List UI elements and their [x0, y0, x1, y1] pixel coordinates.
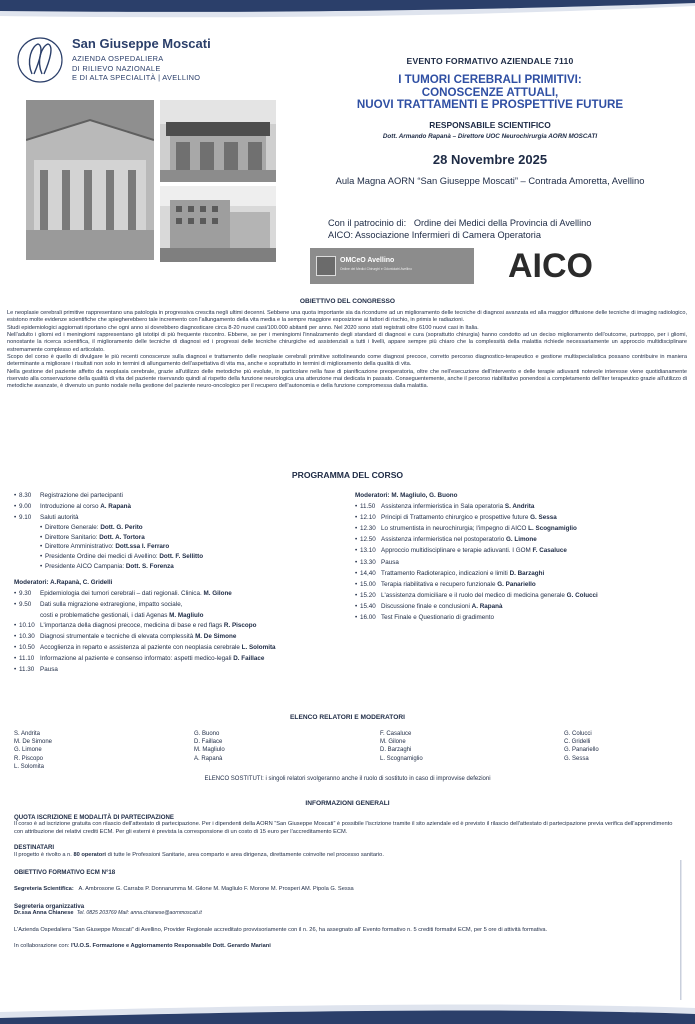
moderators-left: Moderatori: A.Rapanà, C. Gridelli: [14, 579, 113, 587]
fee-text: Il corso è ad iscrizione gratuita con rilascio dell'attestato di partecipazione. Per i dipendenti della AORN “San Giuseppe Moscati” è possibile l'iscrizione tramite il sito aziendale ed è previsto il rilascio dell'attestato di partecipazione previa verifica dell'apprendimento con attribuzione dei relativi crediti ECM. Per gli esterni è prevista la corresponsione di un costo di 15 euro per l'accreditamento ECM.: [14, 821, 673, 835]
greeting-item: • Direttore Generale: Dott. G. Perito: [40, 524, 143, 532]
collaboration-text: In collaborazione con: l'U.O.S. Formazione e Aggiornamento Responsabile Dott. Gerardo Mariani: [14, 943, 271, 950]
provider-text: L'Azienda Ospedaliera “San Giuseppe Moscati” di Avellino, Provider Regionale accreditato provvisoriamente con il n. 26, ha assegnato all' Evento formativo n. 5 crediti formativi ECM, per 5 ore di attività formativa.: [14, 926, 548, 933]
event-header: [290, 56, 690, 186]
organizing-secretariat-label: Segreteria organizzativa: [14, 902, 85, 910]
program-item: • 15.20 L'assistenza domiciliare e il ruolo del medico di medicina generale G. Colucci: [355, 591, 598, 599]
omceo-emblem-icon: [316, 256, 336, 276]
ecm-objective: OBIETTIVO FORMATIVO ECM N°18: [14, 869, 116, 877]
program-item: • 12.10 Principi di Trattamento chirurgico e prospettive future G. Sessa: [355, 514, 557, 522]
program-item: • 11.50 Assistenza infermieristica in Sala operatoria S. Andrita: [355, 503, 535, 511]
speakers-column-2: G. Buono D. Faillace M. Magliulo A. Rapanà: [194, 731, 225, 762]
program-item: • 9.30 Epidemiologia dei tumori cerebrali – dati regionali. Clinica. M. Gilone: [14, 590, 232, 598]
program-item: • 9.00 Introduzione al corso A. Rapanà: [14, 503, 132, 511]
top-wave-band: [0, 0, 695, 24]
greeting-item: • Presidente AICO Campania: Dott. S. Forenza: [40, 562, 174, 570]
program-item: • 10.30 Diagnosi strumentale e tecniche di elevata complessità M. De Simone: [14, 633, 237, 641]
general-info-heading: INFORMAZIONI GENERALI: [305, 800, 390, 807]
greeting-item: • Direttore Sanitario: Dott. A. Tortora: [40, 533, 145, 541]
event-title-line-3: NUOVI TRATTAMENTI E PROSPETTIVE FUTURE: [356, 98, 624, 112]
program-right-column: [355, 490, 685, 623]
program-item: • 16.00 Test Finale e Questionario di gradimento: [355, 614, 495, 622]
organizing-secretariat: Dr.ssa Anna Chianese Tel. 0825 203769 Mail: anna.chianese@aornmoscati.it: [14, 910, 202, 917]
event-venue: Aula Magna AORN “San Giuseppe Moscati” – Contrada Amoretta, Avellino: [335, 174, 645, 186]
patronage-block: [328, 217, 678, 241]
patronage-aico: AICO: Associazione Infermieri di Camera Operatoria: [328, 230, 541, 240]
substitutes-note: ELENCO SOSTITUTI: i singoli relatori svolgeranno anche il ruolo di sostituto in caso di improvvise defezioni: [204, 776, 491, 782]
speakers-column-3: F. Casaluce M. Gilone D. Barzaghi L. Scognamiglio: [380, 731, 423, 762]
objective-paragraph-3: Nell'adulto i gliomi ed i meningiomi rappresentano gli istotipi di più frequente riscontro. Ebbene, se per i meningiomi l'innalzamento degli standard di diagnosi e cura (soprattutto chirurgia) hanno condotto ad un deciso miglioramento dell'outcome, purtroppo, per i gliomi, nonostante la ricerca scientifica, il miglioramento delle tecniche di diagnosi ed i progressi delle tecniche chirurgiche ed assistenziali a tutti i livelli, appare sempre più chiaro che la complessità della malattia richiede necessariamente un approccio multidisciplinare estremamente complesso ed articolato.: [7, 332, 687, 353]
program-item: • 15.00 Terapia riabilitativa e recupero funzionale G. Panariello: [355, 580, 536, 588]
program-item: • 9.10 Saluti autorità: [14, 514, 79, 522]
program-item: • 12.30 Lo strumentista in neurochirurgia; l'impegno di AICO L. Scognamiglio: [355, 525, 577, 533]
moderators-right: Moderatori: M. Magliulo, G. Buono: [355, 492, 458, 499]
objective-heading: OBIETTIVO DEL CONGRESSO: [299, 298, 396, 305]
target-text: Il progetto è rivolto a n. 80 operatori di tutte le Professioni Sanitarie, area comparto e area dirigenza, direttamente coinvolte nel processo sanitario.: [14, 851, 384, 858]
speakers-column-4: G. Colucci C. Gridelli G. Panariello G. Sessa: [564, 731, 599, 762]
patronage-line-1: [328, 217, 678, 229]
program-item: • 8.30 Registrazione dei partecipanti: [14, 492, 123, 499]
objective-paragraph-1: Le neoplasie cerebrali primitive rappresentano una patologia in progressiva crescita negli ultimi decenni. Sebbene una quota importante sia da ricondurre ad un miglioramento delle tecniche di diagnosi avanzata ed alla maggior diffusione delle tecniche di imaging radiologico, esistono molte evidenze scientifiche che spiegherebbero tale incremento con l'allungamento della vita media e la sempre maggiore esposizione ai fattori di rischio, in primis le radiazioni.: [7, 310, 687, 324]
program-left-column: [14, 490, 344, 675]
program-item-continued: costi e problematiche gestionali, i dati Agenas M. Magliulo: [40, 611, 204, 619]
event-code: EVENTO FORMATIVO AZIENDALE 7110: [406, 56, 574, 66]
photo-hospital-building: [160, 186, 276, 262]
program-item: • 11.30 Pausa: [14, 666, 58, 674]
objective-paragraph-4: Scopo del corso è quello di divulgare le più recenti conoscenze sulla diagnosi e trattamento delle neoplasie cerebrali primitive sottolineando come diagnosi precoce, corretto percorso diagnostico-terapeutico e gestione multispecialistica possano contribuire in maniera determinante a migliorare i risultati non solo in termini di allungamento dell'aspettativa di vita ma, anche e soprattutto in termini di miglioramento della qualità di vita.: [7, 354, 687, 368]
hospital-name: San Giuseppe Moscati: [72, 36, 211, 51]
hospital-subtitle: AZIENDA OSPEDALIERA DI RILIEVO NAZIONALE E DI ALTA SPECIALITÀ | AVELLINO: [72, 54, 201, 82]
omceo-logo-title: OMCeO Avellino: [340, 257, 395, 264]
objective-paragraph-5: Nella gestione del paziente affetto da neoplasia cerebrale, grazie all'utilizzo delle metodiche più evolute, in particolare nella fase di pianificazione preoperatoria, oltre che nell'esecuzione dell'intervento e delle terapie adiuvanti notevole interesse viene quotidianamente riservato alla conservazione della qualità di vita del paziente riservando quindi al rispetto della funzione neurologica una attenzione mai dedicata in passato. Conseguentemente, anche il percorso riabilitativo ponendosi a completamento dell'iter terapeutico grazie all'utilizzo di metodiche avanzate, è divenuto un punto nodale nella gestione del paziente neuro-oncologico per il recupero dell'autonomia e della funzione compromessa dalla malattia.: [7, 368, 687, 390]
fee-title: QUOTA ISCRIZIONE E MODALITÀ DI PARTECIPAZIONE: [14, 814, 174, 821]
program-item: • 15.40 Discussione finale e conclusioni A. Rapanà: [355, 602, 503, 610]
target-title: DESTINATARI: [14, 844, 55, 852]
hospital-logo: [14, 34, 234, 94]
program-item: • 10.10 L'importanza della diagnosi precoce, medicina di base e red flags R. Piscopo: [14, 621, 257, 629]
greeting-item: • Direttore Amministrativo: Dott.ssa I. Ferraro: [40, 543, 170, 551]
bottom-wave-band: [0, 1000, 695, 1024]
scientific-responsible-label: RESPONSABILE SCIENTIFICO: [429, 119, 551, 130]
event-date: 28 Novembre 2025: [432, 151, 548, 167]
objective-text: [7, 310, 687, 391]
program-item: • 13.30 Pausa: [355, 558, 399, 566]
program-item: • 11.10 Informazione al paziente e consenso informato: aspetti medico-legali D. Faillace: [14, 655, 265, 663]
event-title-line-2: CONOSCENZE ATTUALI,: [421, 85, 559, 99]
program-item: • 12.50 Assistenza infermieristica nel postoperatorio G. Limone: [355, 536, 537, 544]
program-item: • 14,40 Trattamento Radioterapico, indicazioni e limiti D. Barzaghi: [355, 569, 545, 577]
program-item: • 13.10 Approccio multidisciplinare e terapie adiuvanti. I GOM F. Casaluce: [355, 547, 567, 555]
speakers-heading: ELENCO RELATORI E MODERATORI: [290, 714, 405, 721]
general-info: [14, 814, 680, 950]
speakers-column-1: S. Andrita M. De Simone G. Limone R. Piscopo L. Solomita: [14, 731, 53, 770]
photo-hospital-entrance: [160, 100, 276, 182]
aico-logo: [508, 248, 608, 282]
program-item: • 9.50 Dati sulla migrazione extraregione, impatto sociale,: [14, 601, 183, 609]
omceo-logo-subtitle: Ordine dei Medici Chirurghi e Odontoiatri Avellino: [340, 267, 412, 271]
moscati-logo-icon: [14, 34, 66, 86]
patronage-label: Con il patrocinio di:: [328, 218, 407, 228]
photo-hospital-atrium: [26, 100, 154, 260]
scientific-secretariat: Segreteria Scientifica: A. Ambrosone G. Carrabs P. Donnarumma M. Gilone M. Magliulo F. Morone M. Prosperi AM. Pipola G. Sessa: [14, 886, 354, 893]
objective-paragraph-2: Studi epidemiologici aggiornati riportano che ogni anno si dovrebbero diagnosticare circa 8-20 nuovi casi/100.000 abitanti per anno. Nel 2020 sono stati registrati oltre 6100 nuovi casi in Italia.: [7, 324, 479, 331]
program-item: • 10.50 Accoglienza in reparto e assistenza al paziente con neoplasia cerebrale L. Solomita: [14, 644, 276, 652]
patronage-omceo: Ordine dei Medici della Provincia di Avellino: [413, 218, 592, 228]
event-title: [290, 74, 690, 112]
greeting-item: • Presidente Ordine dei medici di Avellino: Dott. F. Sellitto: [40, 553, 204, 561]
scientific-responsible-name: Dott. Armando Rapanà – Direttore UOC Neurochirurgia AORN MOSCATI: [382, 132, 598, 140]
program-heading: PROGRAMMA DEL CORSO: [291, 470, 404, 480]
event-title-line-1: I TUMORI CEREBRALI PRIMITIVI:: [398, 73, 582, 86]
omceo-logo: [310, 248, 474, 284]
side-vertical-stripe: [677, 860, 685, 1000]
aico-logo-text: AICO: [508, 248, 593, 282]
